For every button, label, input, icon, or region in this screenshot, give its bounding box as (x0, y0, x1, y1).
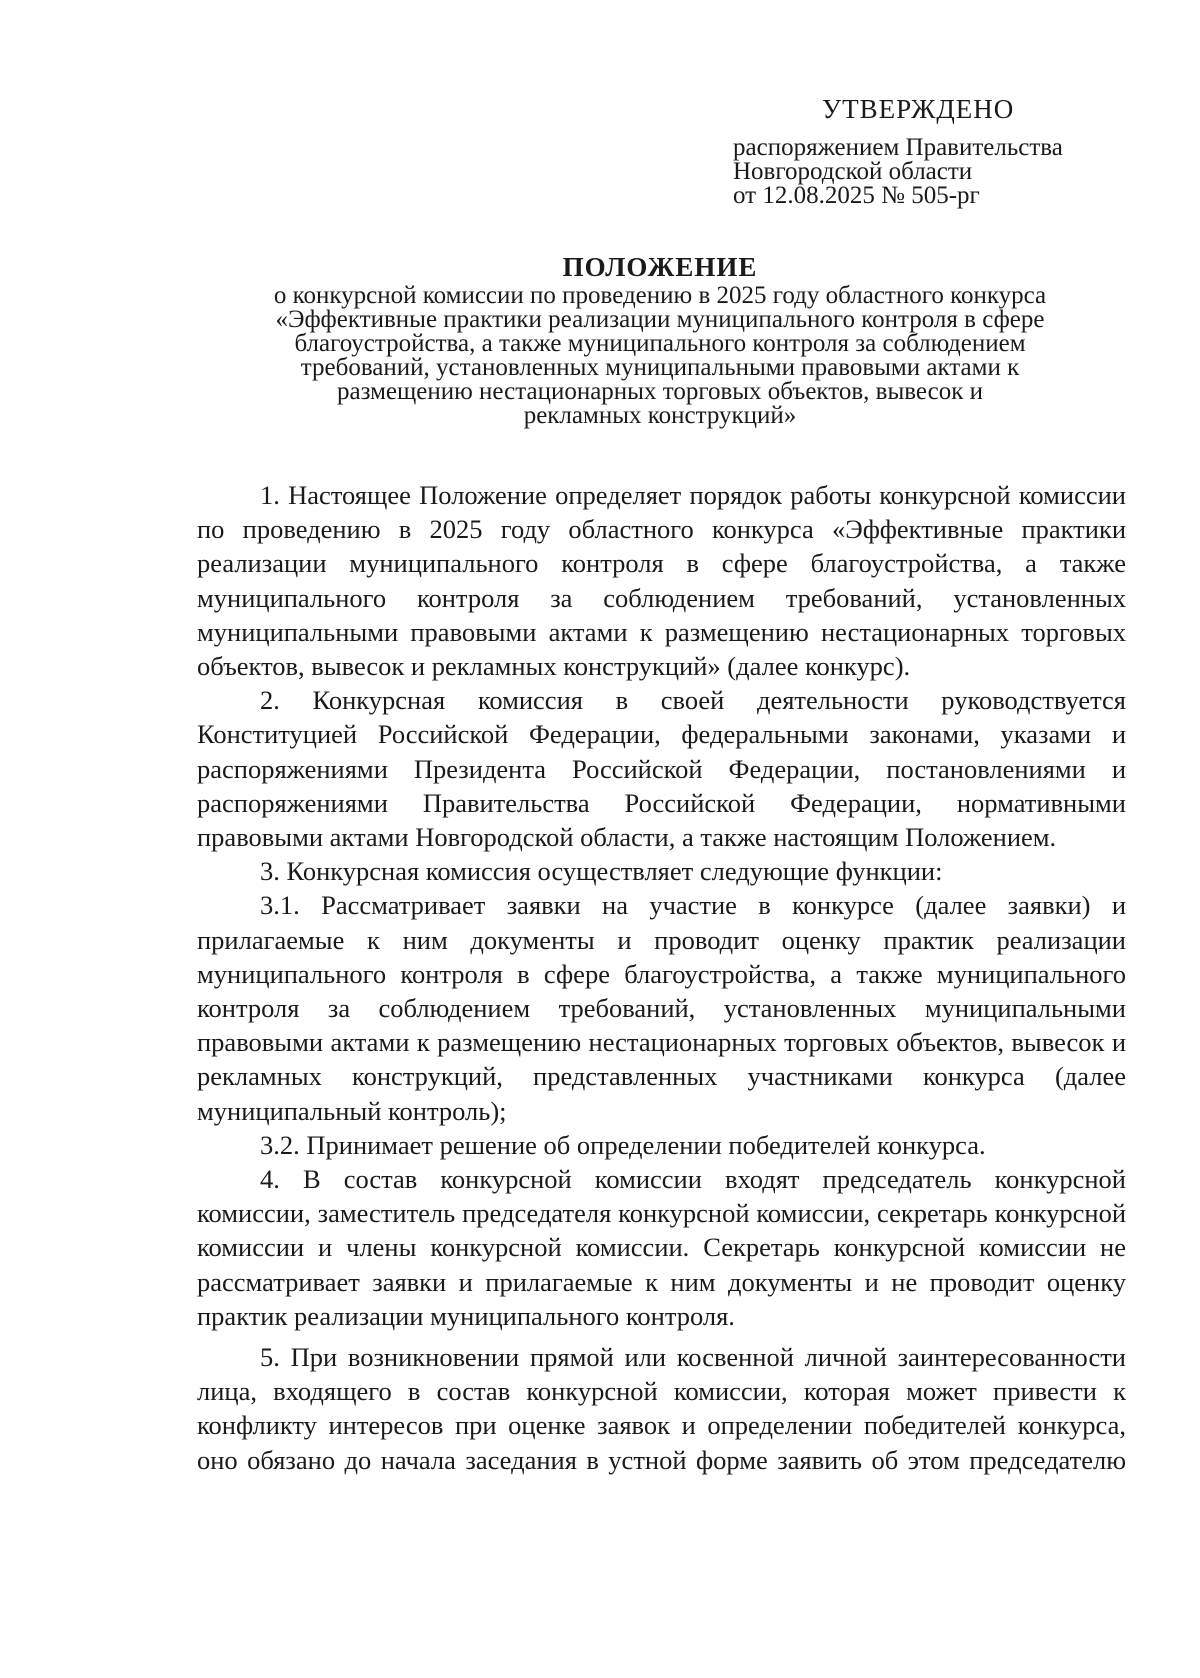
approval-line: Новгородской области (733, 158, 973, 185)
document-body (197, 478, 1126, 1477)
subtitle-line: о конкурсной комиссии по проведению в 2025 году областного конкурса (273, 282, 1047, 309)
document-title-block (195, 250, 1125, 428)
document-title: ПОЛОЖЕНИЕ (562, 252, 758, 282)
paragraph-3: 3. Конкурсная комиссия осуществляет следующие функции: (260, 856, 943, 887)
approval-line: распоряжением Правительства (733, 134, 1063, 161)
paragraph-3-1: 3.1. Рассматривает заявки на участие в конкурсе (далее заявки) и прилагаемые к ним документы и проводит оценку практик реализации муниципального контроля в сфере благоустройства, а также муниципального контроля за соблюдением требований, установленных муниципальными правовыми актами к размещению нестационарных торговых объектов, вывесок и рекламных конструкций, представленных участниками конкурса (далее муниципальный контроль); (197, 890, 1126, 1126)
subtitle-line: благоустройства, а также муниципального контроля за соблюдением (294, 330, 1026, 357)
document-subtitle (195, 284, 1125, 428)
subtitle-line: требований, установленных муниципальными правовыми актами к (300, 354, 1020, 381)
approval-block (733, 92, 1153, 208)
subtitle-line: рекламных конструкций» (523, 402, 797, 429)
paragraph-2: 2. Конкурсная комиссия в своей деятельности руководствуется Конституцией Российской Федерации, федеральными законами, указами и распоряжениями Президента Российской Федерации, постановлениями и распоряжениями Правительства Российской Федерации, нормативными правовыми актами Новгородской области, а также настоящим Положением. (197, 685, 1126, 853)
paragraph-3-2: 3.2. Принимает решение об определении победителей конкурса. (260, 1129, 986, 1160)
approval-line: от 12.08.2025 № 505-рг (733, 182, 980, 209)
paragraph-4: 4. В состав конкурсной комиссии входят председатель конкурсной комиссии, заместитель председателя конкурсной комиссии, секретарь конкурсной комиссии и члены конкурсной комиссии. Секретарь конкурсной комиссии не рассматривает заявки и прилагаемые к ним документы и не проводит оценку практик реализации муниципального контроля. (197, 1164, 1126, 1331)
subtitle-line: размещению нестационарных торговых объектов, вывесок и (336, 378, 983, 405)
approval-heading: УТВЕРЖДЕНО (822, 94, 1015, 124)
paragraph-5: 5. При возникновении прямой или косвенной личной заинтересованности лица, входящего в состав конкурсной комиссии, которая может привести к конфликту интересов при оценке заявок и определении победителей конкурса, оно обязано до начала заседания в устной форме заявить об этом председателю (197, 1342, 1126, 1475)
subtitle-line: «Эффективные практики реализации муниципального контроля в сфере (275, 306, 1045, 333)
paragraph-1: 1. Настоящее Положение определяет порядок работы конкурсной комиссии по проведению в 2025 году областного конкурса «Эффективные практики реализации муниципального контроля в сфере благоустройства, а также муниципального контроля за соблюдением требований, установленных муниципальными правовыми актами к размещению нестационарных торговых объектов, вывесок и рекламных конструкций» (далее конкурс). (197, 480, 1126, 682)
approval-details (733, 136, 1153, 208)
